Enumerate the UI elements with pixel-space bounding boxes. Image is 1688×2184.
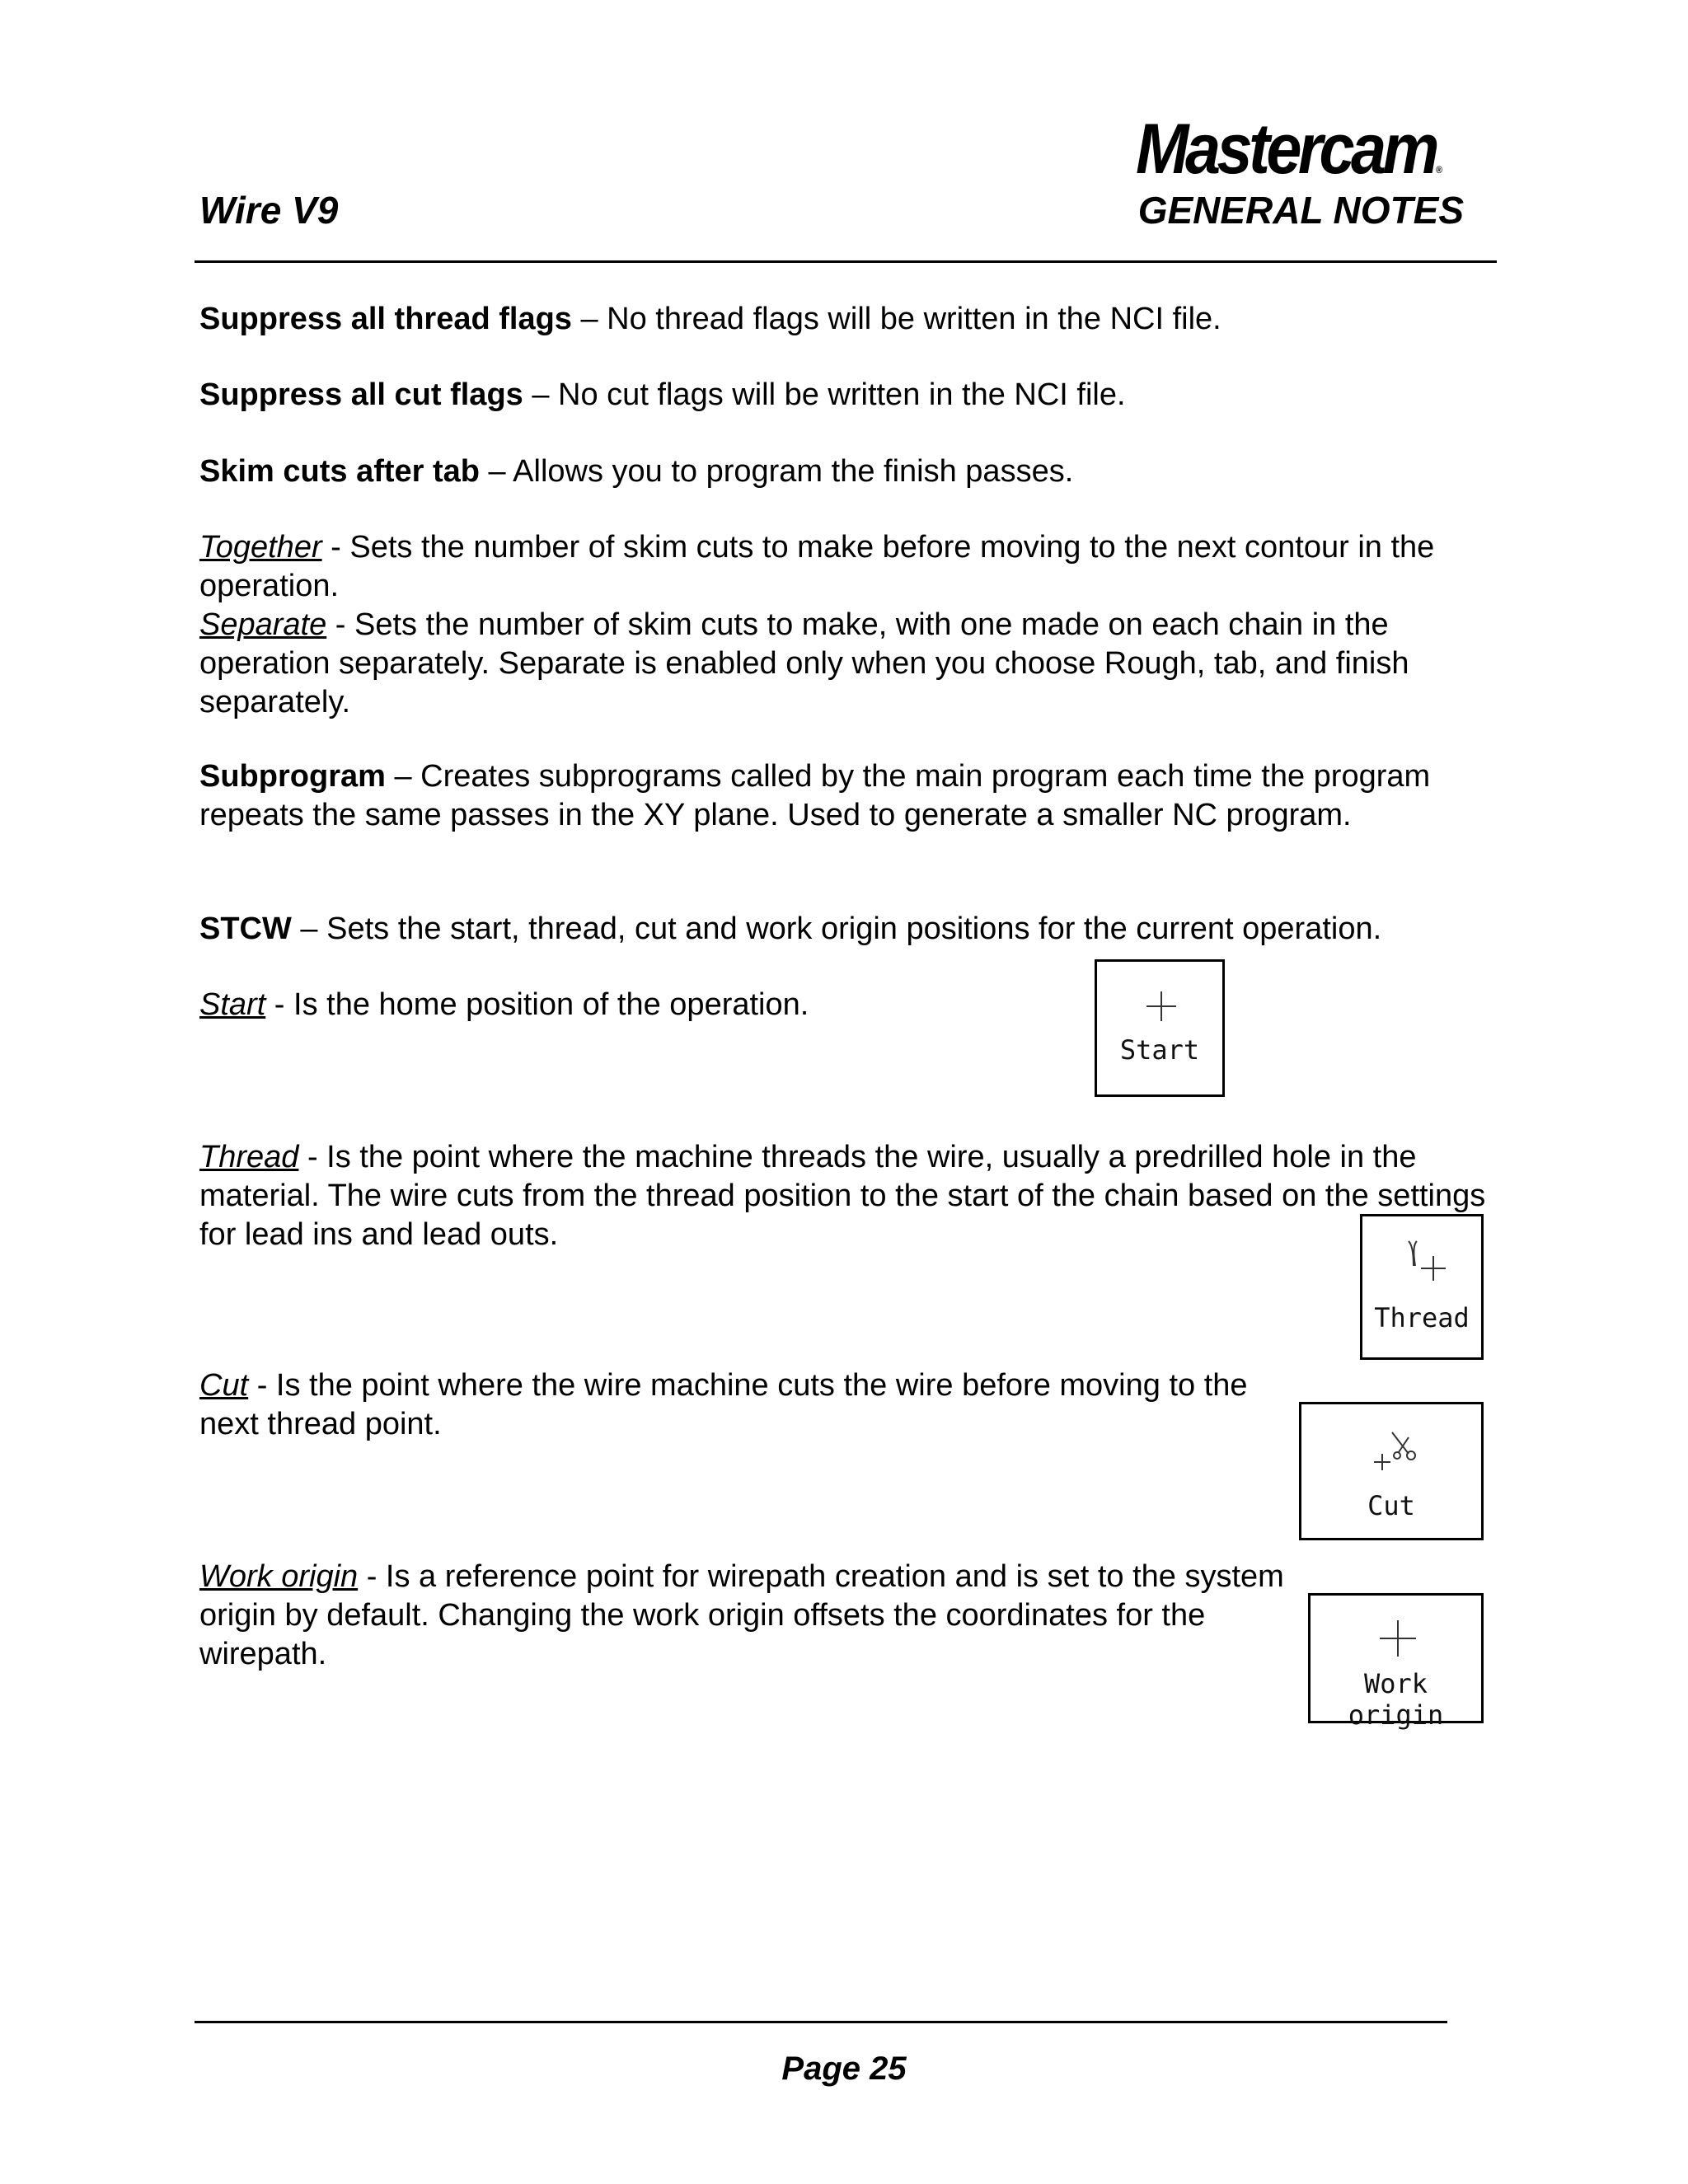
document-title: Wire V9 [199, 189, 339, 232]
term: STCW [199, 912, 292, 946]
definition-suppress-thread-flags [199, 300, 1221, 339]
definition-text: – No thread flags will be written in the NCI file. [571, 302, 1221, 336]
term: Separate [199, 607, 327, 642]
work-origin-button[interactable] [1308, 1593, 1484, 1731]
crosshair-icon [1378, 1619, 1418, 1658]
definition-text: - Is a reference point for wirepath creation and is set to the system origin by default. Changing the work origin offsets the coordinates for the wirepath. [199, 1559, 1284, 1671]
definition-text: – No cut flags will be written in the NCI file. [523, 377, 1126, 412]
option-together [199, 528, 1485, 606]
button-label: Cut [1367, 1490, 1415, 1521]
header-divider [195, 260, 1497, 263]
term: Suppress all thread flags [199, 302, 572, 336]
page-number: Page 25 [781, 2050, 907, 2087]
definition-text: – Sets the start, thread, cut and work origin positions for the current operation. [291, 912, 1382, 946]
term: Work origin [199, 1559, 359, 1594]
definition-suppress-cut-flags [199, 376, 1126, 415]
thread-icon [1404, 1238, 1453, 1287]
cut-button[interactable] [1299, 1402, 1484, 1540]
position-cut [199, 1366, 1271, 1444]
crosshair-icon [1145, 990, 1178, 1023]
scissors-icon [1367, 1429, 1425, 1479]
button-label: Work origin [1348, 1668, 1444, 1731]
definition-text: – Allows you to program the finish passes. [480, 454, 1074, 489]
definition-text: - Sets the number of skim cuts to make before moving to the next contour in the operation. [199, 530, 1435, 603]
term: Thread [199, 1140, 299, 1174]
definition-text: - Is the home position of the operation. [265, 987, 809, 1022]
section-title: GENERAL NOTES [1137, 189, 1464, 232]
term: Skim cuts after tab [199, 454, 480, 489]
term: Suppress all cut flags [199, 377, 523, 412]
button-label: Start [1119, 1034, 1200, 1066]
footer-divider [195, 2021, 1447, 2023]
definition-text: - Is the point where the machine threads the wire, usually a predrilled hole in the material. The wire cuts from the thread position to the start of the chain based on the settings for lead ins and lead outs. [199, 1140, 1486, 1252]
definition-subprogram [199, 757, 1436, 835]
definition-text: - Is the point where the wire machine cuts the wire before moving to the next thread point. [199, 1368, 1248, 1441]
term: Together [199, 530, 322, 565]
term: Subprogram [199, 759, 386, 794]
definition-skim-cuts [199, 452, 1073, 491]
definition-text: - Sets the number of skim cuts to make, with one made on each chain in the operation separately. Separate is enabled only when you choose Rough, tab, and finish separately. [199, 607, 1409, 719]
term: Start [199, 987, 266, 1022]
option-separate [199, 606, 1493, 722]
definition-stcw [199, 910, 1518, 949]
thread-button[interactable] [1360, 1214, 1484, 1360]
button-label: Thread [1374, 1302, 1470, 1333]
position-start [199, 986, 941, 1024]
start-button[interactable] [1095, 959, 1225, 1097]
position-work-origin [199, 1558, 1296, 1674]
position-thread [199, 1138, 1493, 1254]
mastercam-logo: Mastercam® [1136, 110, 1442, 189]
term: Cut [199, 1368, 249, 1403]
definition-text: – Creates subprograms called by the main program each time the program repeats the same passes in the XY plane. Used to generate a smaller NC program. [199, 759, 1431, 832]
